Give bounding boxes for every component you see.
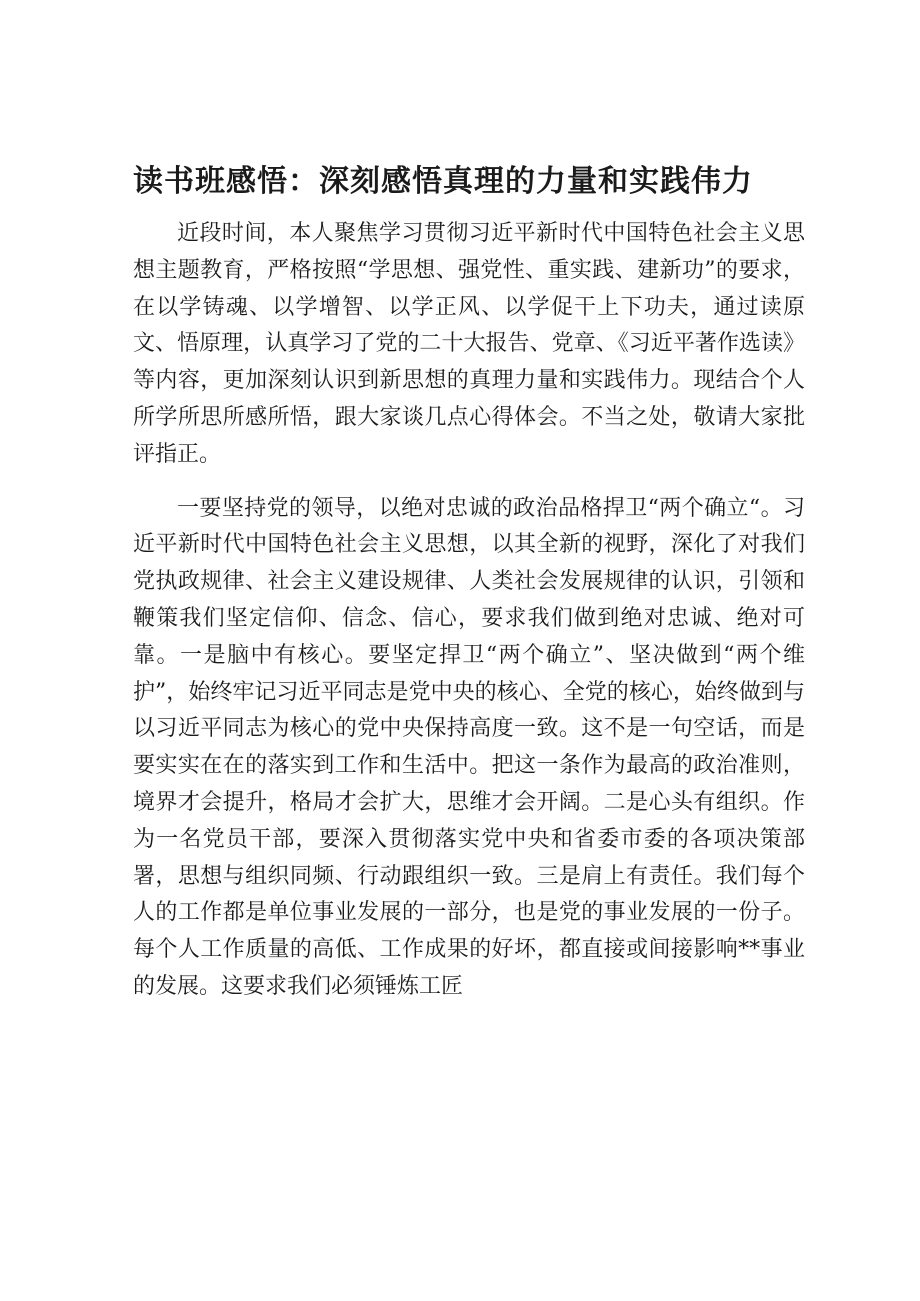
paragraph-intro: 近段时间，本人聚焦学习贯彻习近平新时代中国特色社会主义思想主题教育，严格按照“学思想、强党性、重实践、建新功”的要求，在以学铸魂、以学增智、以学正风、以学促干上下功夫，通过读原文、悟原理，认真学习了党的二十大报告、党章、《习近平著作选读》等内容，更加深刻认识到新思想的真理力量和实践伟力。现结合个人所学所思所感所悟，跟大家谈几点心得体会。不当之处，敬请大家批评指正。 [133, 221, 805, 467]
document-title: 读书班感悟：深刻感悟真理的力量和实践伟力 [133, 164, 753, 199]
document-body [133, 216, 805, 1006]
paragraph-point-one: 一要坚持党的领导，以绝对忠诚的政治品格捍卫“两个确立“。习近平新时代中国特色社会主义思想，以其全新的视野，深化了对我们党执政规律、社会主义建设规律、人类社会发展规律的认识，引领和鞭策我们坚定信仰、信念、信心，要求我们做到绝对忠诚、绝对可靠。一是脑中有核心。要坚定捍卫“两个确立”、坚决做到“两个维护”，始终牢记习近平同志是党中央的核心、全党的核心，始终做到与以习近平同志为核心的党中央保持高度一致。这不是一句空话，而是要实实在在的落实到工作和生活中。把这一条作为最高的政治准则，境界才会提升，格局才会扩大，思维才会开阔。二是心头有组织。作为一名党员干部，要深入贯彻落实党中央和省委市委的各项决策部署，思想与组织同频、行动跟组织一致。三是肩上有责任。我们每个人的工作都是单位事业发展的一部分，也是党的事业发展的一份子。每个人工作质量的高低、工作成果的好坏，都直接或间接影响**事业的发展。这要求我们必须锤炼工匠 [133, 495, 805, 999]
